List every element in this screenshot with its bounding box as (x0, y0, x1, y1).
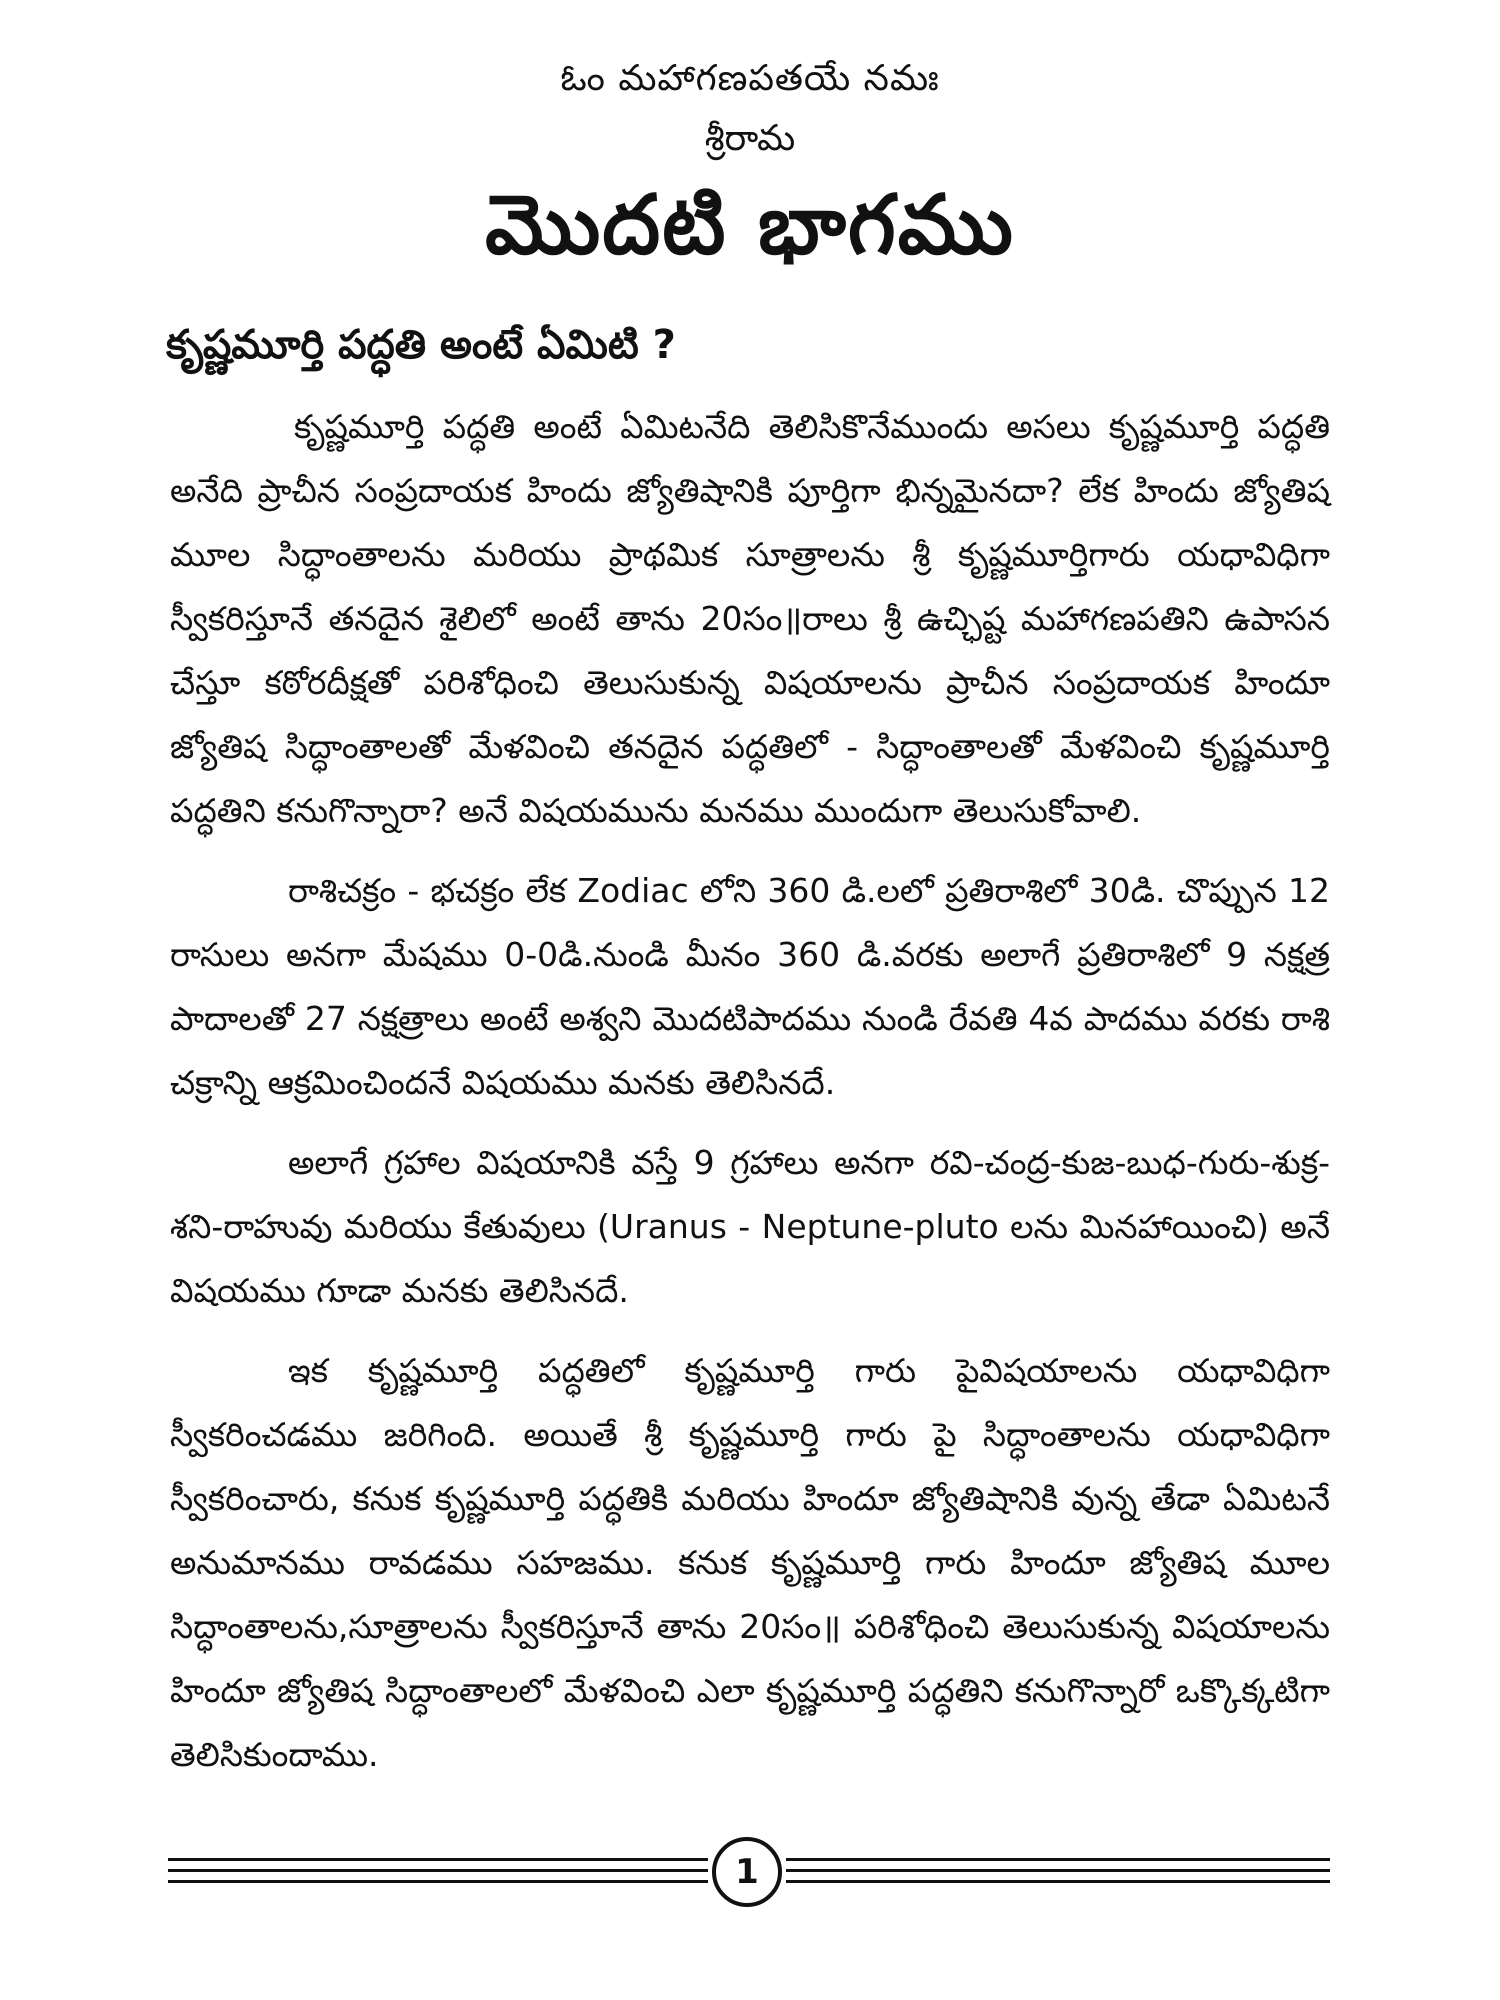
paragraph-3: అలాగే గ్రహాల విషయానికి వస్తే 9 గ్రహాలు అనగా రవి-చంద్ర-కుజ-బుధ-గురు-శుక్ర-శని-రాహువు మరియు కేతువులు (Uranus - Neptune-pluto లను మినహాయించి) అనే విషయము గూడా మనకు తెలిసినదే. (170, 1143, 1330, 1310)
paragraph-4: ఇక కృష్ణమూర్తి పద్ధతిలో కృష్ణమూర్తి గారు పైవిషయాలను యధావిధిగా స్వీకరించడము జరిగింది. అయితే శ్రీ కృష్ణమూర్తి గారు పై సిద్ధాంతాలను యధావిధిగా స్వీకరించారు, కనుక కృష్ణమూర్తి పద్ధతికి మరియు హిందూ జ్యోతిషానికి వున్న తేడా ఏమిటనే అనుమానము రావడము సహజము. కనుక కృష్ణమూర్తి గారు హిందూ జ్యోతిష మూల సిద్ధాంతాలను,సూత్రాలను స్వీకరిస్తూనే తాను 20సం॥ పరిశోధించి తెలుసుకున్న విషయాలను హిందూ జ్యోతిష సిద్ధాంతాలలో మేళవించి ఎలా కృష్ణమూర్తి పద్ధతిని కనుగొన్నారో ఒక్కొక్కటిగా తెలిసికుందాము. (170, 1351, 1330, 1774)
footer-rule-right-top (786, 1858, 1330, 1861)
invocation-line: ఓం మహాగణపతయే నమః (560, 58, 940, 99)
page-number-badge: 1 (712, 1837, 782, 1907)
footer-rule-left-bottom (168, 1880, 708, 1883)
footer-rule-right-bottom (786, 1880, 1330, 1883)
part-title: మొదటి భాగము (485, 178, 1015, 273)
section-heading: కృష్ణమూర్తి పద్ధతి అంటే ఏమిటి ? (166, 322, 676, 368)
footer-rule-right-middle (786, 1869, 1330, 1872)
footer-rule-left-top (168, 1858, 708, 1861)
paragraph-1: కృష్ణమూర్తి పద్ధతి అంటే ఏమిటనేది తెలిసికొనేముందు అసలు కృష్ణమూర్తి పద్ధతి అనేది ప్రాచీన సంప్రదాయక హిందు జ్యోతిషానికి పూర్తిగా భిన్నమైనదా? లేక హిందు జ్యోతిష మూల సిద్ధాంతాలను మరియు ప్రాథమిక సూత్రాలను శ్రీ కృష్ణమూర్తిగారు యధావిధిగా స్వీకరిస్తూనే తనదైన శైలిలో అంటే తాను 20సం॥రాలు శ్రీ ఉచ్ఛిష్ట మహాగణపతిని ఉపాసన చేస్తూ కఠోరదీక్షతో పరిశోధించి తెలుసుకున్న విషయాలను ప్రాచీన సంప్రదాయక హిందూ జ్యోతిష సిద్ధాంతాలతో మేళవించి తనదైన పద్ధతిలో - సిద్ధాంతాలతో మేళవించి కృష్ణమూర్తి పద్ధతిని కనుగొన్నారా? అనే విషయమును మనము ముందుగా తెలుసుకోవాలి. (170, 407, 1330, 830)
footer-rule-left-middle (168, 1869, 708, 1872)
body-text (170, 395, 1330, 1803)
paragraph-2: రాశిచక్రం - భచక్రం లేక Zodiac లోని 360 డి.లలో ప్రతిరాశిలో 30డి. చొప్పున 12 రాసులు అనగా మేషము 0-0డి.నుండి మీనం 360 డి.వరకు అలాగే ప్రతిరాశిలో 9 నక్షత్ర పాదాలతో 27 నక్షత్రాలు అంటే అశ్వని మొదటిపాదము నుండి రేవతి 4వ పాదము వరకు రాశి చక్రాన్ని ఆక్రమించిందనే విషయము మనకు తెలిసినదే. (170, 871, 1330, 1102)
sriram-line: శ్రీరామ (704, 118, 796, 159)
